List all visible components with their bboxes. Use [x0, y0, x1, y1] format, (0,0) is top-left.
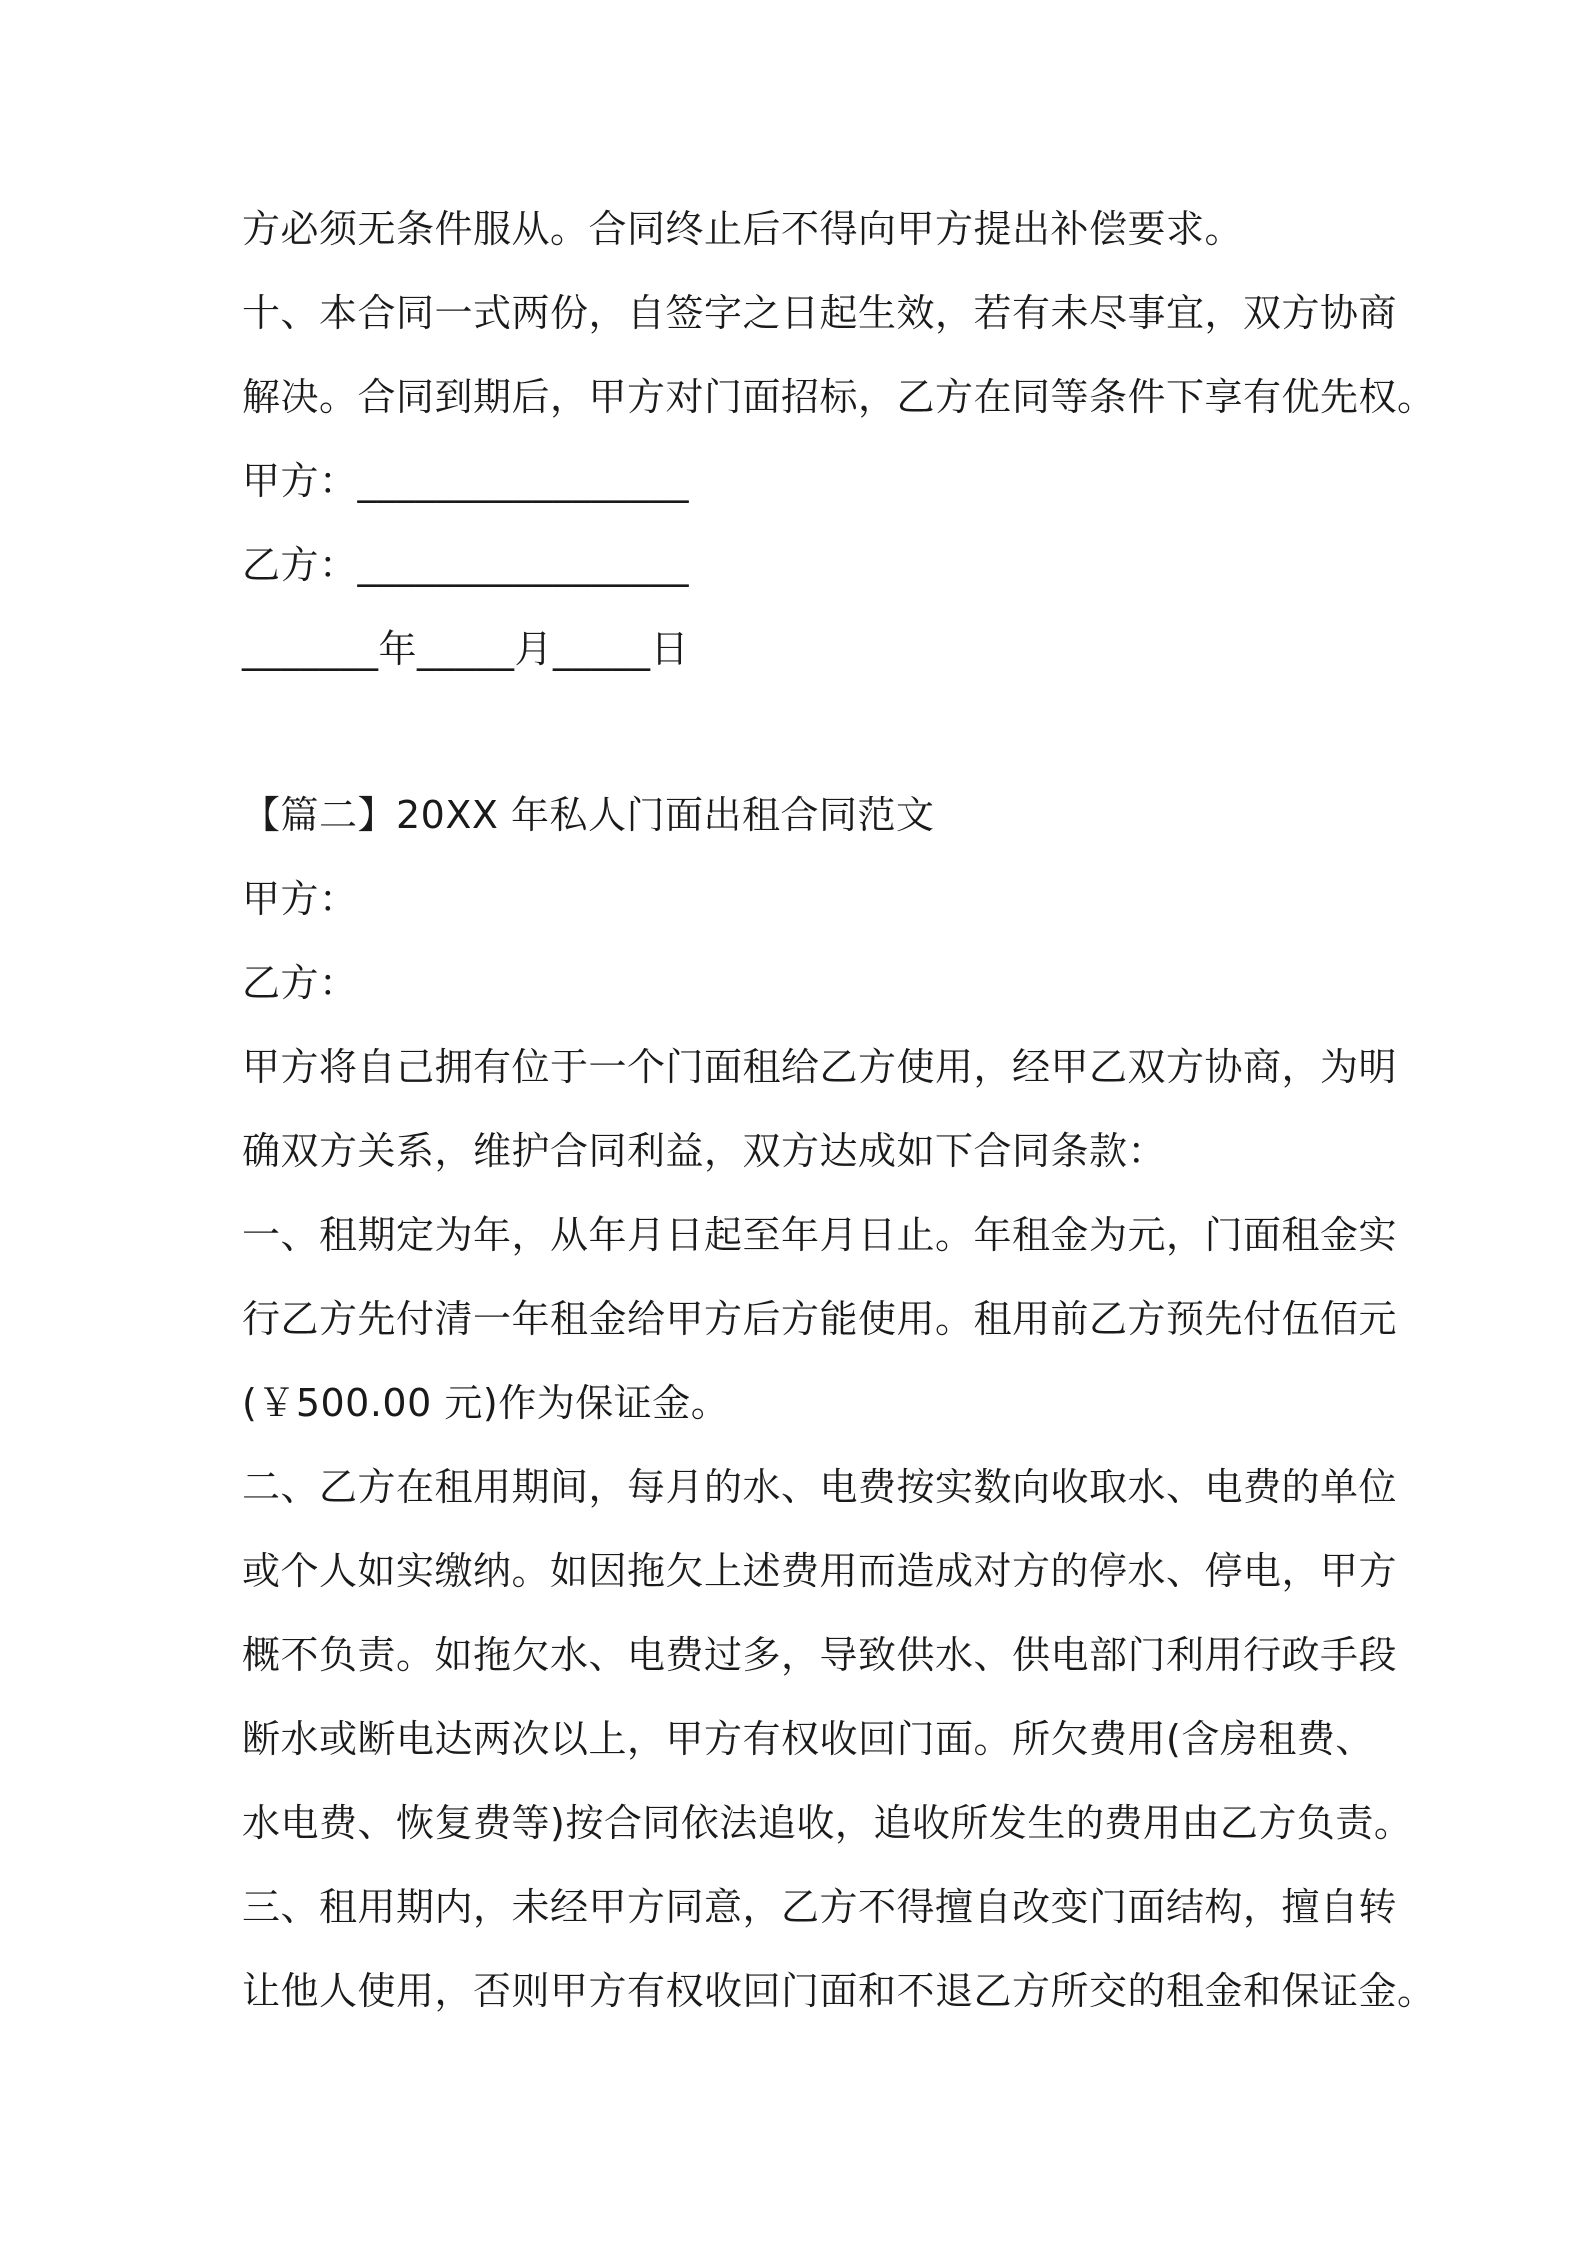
clause-2-line-3: 概不负责。如拖欠水、电费过多，导致供水、供电部门利用行政手段 — [242, 1633, 1398, 1677]
party-a-label: 甲方： — [242, 877, 358, 921]
clause-2-line-4: 断水或断电达两次以上，甲方有权收回门面。所欠费用(含房租费、 — [242, 1717, 1374, 1761]
clause-2-line-2: 或个人如实缴纳。如因拖欠上述费用而造成对方的停水、停电，甲方 — [242, 1549, 1398, 1593]
clause-1-line-1: 一、租期定为年，从年月日起至年月日止。年租金为元，门面租金实 — [242, 1213, 1398, 1257]
paragraph-line: 方必须无条件服从。合同终止后不得向甲方提出补偿要求。 — [242, 207, 1244, 251]
intro-line-2: 确双方关系，维护合同利益，双方达成如下合同条款： — [242, 1129, 1167, 1173]
clause-2-line-5: 水电费、恢复费等)按合同依法追收，追收所发生的费用由乙方负责。 — [242, 1801, 1413, 1845]
clause-3-line-1: 三、租用期内，未经甲方同意，乙方不得擅自改变门面结构，擅自转 — [242, 1885, 1398, 1929]
clause-2-line-1: 二、乙方在租用期间，每月的水、电费按实数向收取水、电费的单位 — [242, 1465, 1398, 1509]
party-a-signature-line: 甲方：_________________ — [242, 459, 690, 503]
clause-1-line-2: 行乙方先付清一年租金给甲方后方能使用。租用前乙方预先付伍佰元 — [242, 1297, 1398, 1341]
party-b-signature-line: 乙方：_________________ — [242, 543, 690, 587]
clause-10-line-1: 十、本合同一式两份，自签字之日起生效，若有未尽事宜，双方协商 — [242, 291, 1398, 335]
party-b-label: 乙方： — [242, 961, 358, 1005]
date-line: _______年_____月_____日 — [242, 627, 690, 671]
clause-3-line-2: 让他人使用，否则甲方有权收回门面和不退乙方所交的租金和保证金。 — [242, 1969, 1436, 2013]
section-title: 【篇二】20XX 年私人门面出租合同范文 — [242, 793, 935, 837]
clause-1-line-3: (￥500.00 元)作为保证金。 — [242, 1381, 730, 1425]
clause-10-line-2: 解决。合同到期后，甲方对门面招标，乙方在同等条件下享有优先权。 — [242, 375, 1436, 419]
intro-line-1: 甲方将自己拥有位于一个门面租给乙方使用，经甲乙双方协商，为明 — [242, 1045, 1398, 1089]
